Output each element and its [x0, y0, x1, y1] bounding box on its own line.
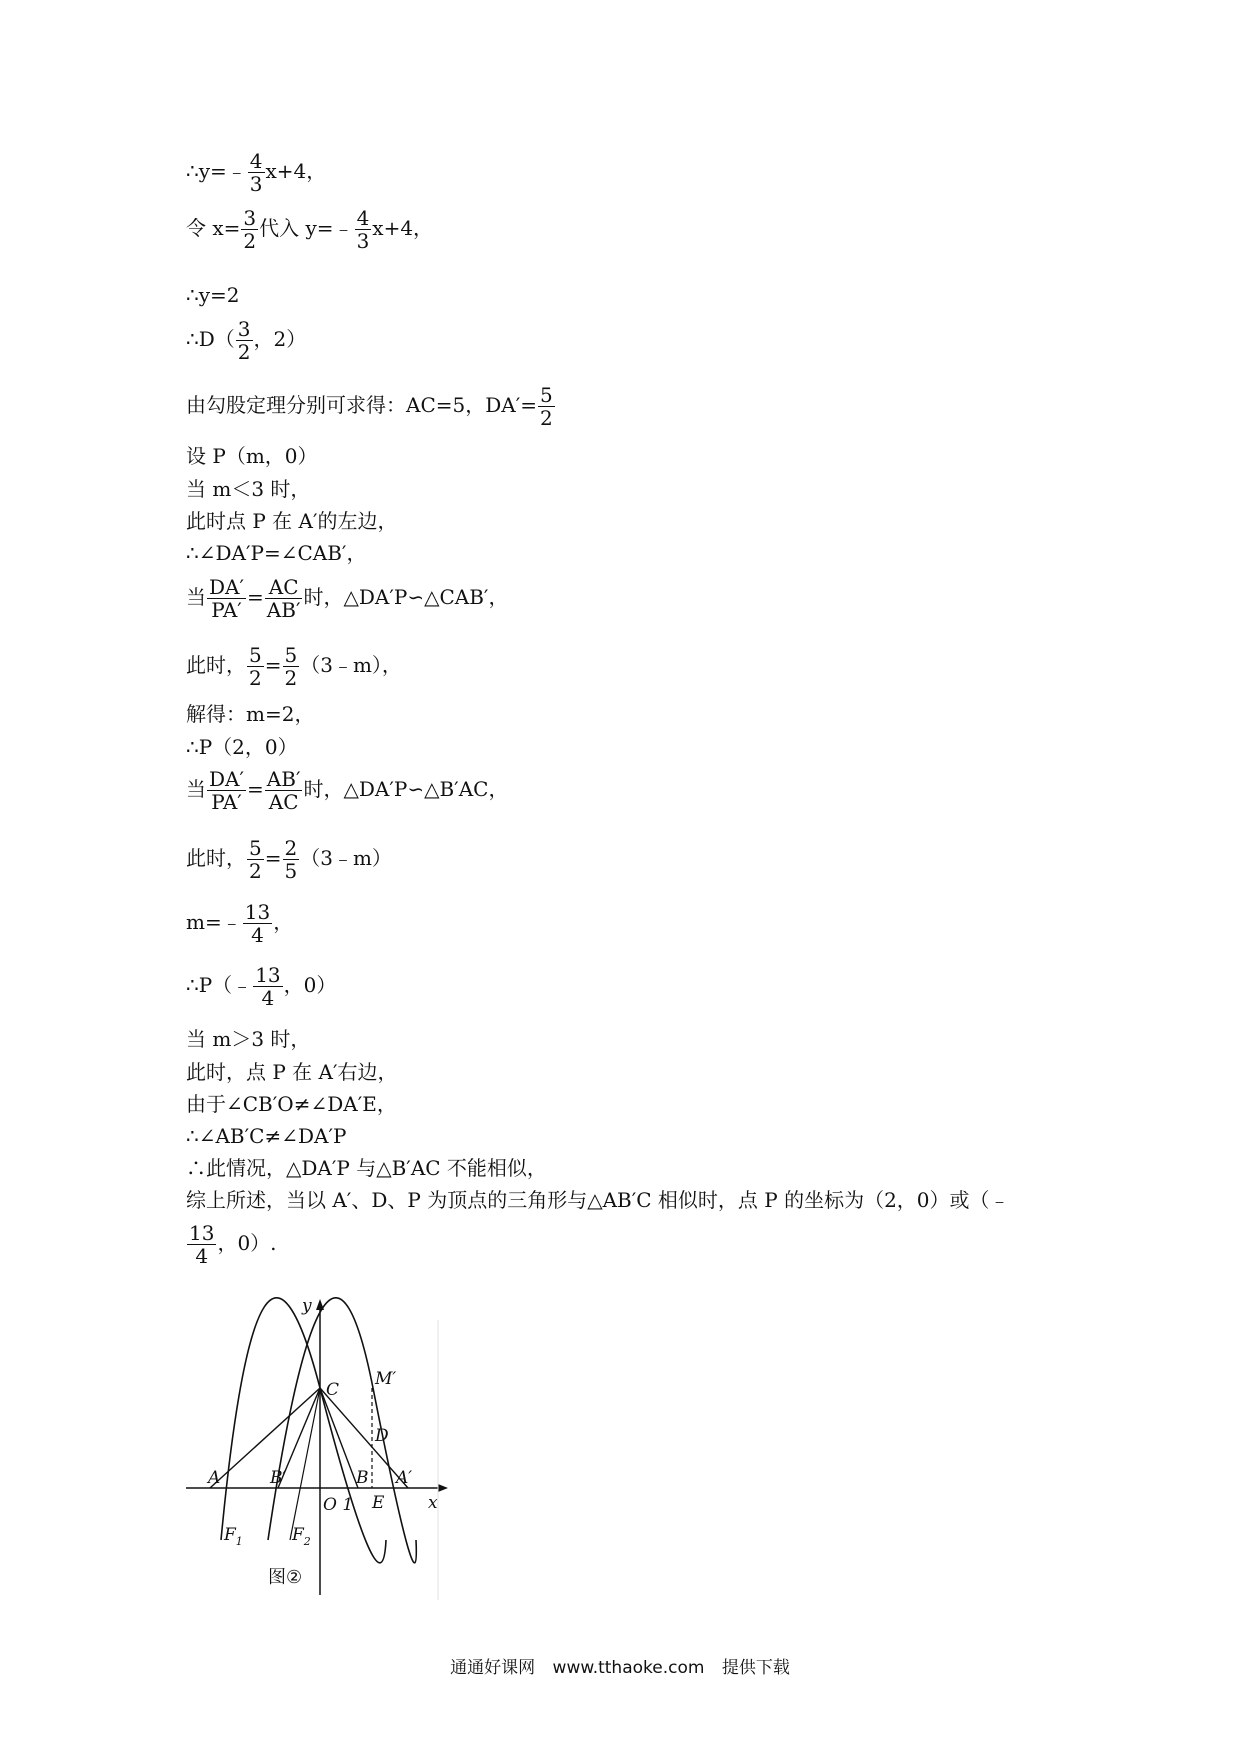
text: ∴y=﹣	[186, 159, 247, 183]
fraction	[248, 150, 265, 195]
text: x+4，	[265, 159, 327, 183]
text: 此时，	[186, 846, 246, 870]
text: 当	[186, 777, 206, 801]
label-A1: A′	[396, 1468, 413, 1488]
line-12: 解得：m=2，	[186, 702, 315, 726]
numerator: 3	[243, 206, 257, 230]
segment-CB	[320, 1388, 358, 1488]
text: 此时，	[186, 653, 246, 677]
numerator: AB′	[266, 767, 301, 791]
fraction	[253, 964, 282, 1009]
label-B: B	[356, 1468, 369, 1488]
line-10	[186, 576, 508, 621]
line-19: 此时，点 P 在 A′右边，	[186, 1060, 398, 1084]
numerator: DA′	[209, 767, 245, 791]
denominator: 5	[284, 859, 298, 883]
numerator: 3	[237, 317, 251, 341]
page-footer	[0, 1653, 1240, 1678]
denominator: 2	[284, 666, 298, 690]
label-M: M′	[375, 1369, 397, 1389]
line-6: 设 P（m，0）	[186, 444, 318, 468]
line-18: 当 m＞3 时，	[186, 1027, 311, 1051]
label-O1: O 1	[323, 1495, 354, 1515]
label-F2-sub: 2	[303, 1535, 311, 1548]
line-16	[186, 901, 293, 946]
text: 令 x=	[186, 216, 241, 240]
line-4	[186, 318, 306, 363]
equals: =	[247, 585, 264, 609]
line-9: ∴∠DA′P=∠CAB′，	[186, 541, 367, 565]
label-F1	[223, 1525, 243, 1548]
text: ，0）.	[217, 1231, 277, 1255]
text: （3﹣m），	[300, 653, 402, 677]
line-22: ∴此情况，△DA′P 与△B′AC 不能相似，	[186, 1156, 547, 1180]
fraction	[247, 837, 264, 882]
label-F1-sub: 1	[235, 1535, 243, 1548]
numerator: 5	[540, 383, 553, 407]
denominator: AC	[268, 790, 299, 814]
label-E: E	[372, 1493, 385, 1513]
text: ∴P（﹣	[186, 973, 253, 997]
fraction	[265, 576, 303, 621]
fraction	[283, 644, 300, 689]
text: 代入 y=﹣	[259, 216, 354, 240]
equals: =	[247, 777, 264, 801]
denominator: 2	[540, 406, 553, 430]
text: x+4，	[372, 216, 434, 240]
denominator: 2	[249, 666, 262, 690]
label-y: y	[302, 1296, 312, 1316]
line-24	[186, 1222, 277, 1267]
fraction	[207, 576, 246, 621]
text: 时，△DA′P∽△B′AC，	[303, 777, 509, 801]
line-23: 综上所述，当以 A′、D、P 为顶点的三角形与△AB′C 相似时，点 P 的坐标为（2，0）或（﹣	[186, 1188, 1010, 1212]
numerator: DA′	[209, 575, 245, 599]
line-21: ∴∠AB′C≠∠DA′P	[186, 1124, 347, 1148]
line-8: 此时点 P 在 A′的左边，	[186, 509, 398, 533]
text: 当	[186, 585, 206, 609]
fraction	[243, 901, 272, 946]
text: ∴D（	[186, 327, 235, 351]
label-B1: B′	[270, 1468, 287, 1488]
text: ，0）	[283, 973, 337, 997]
fraction	[187, 1222, 216, 1267]
text: （3﹣m）	[300, 846, 392, 870]
line-13: ∴P（2，0）	[186, 735, 298, 759]
numerator: AC	[265, 576, 303, 599]
numerator: 4	[356, 206, 370, 230]
parabola-figure	[186, 1290, 466, 1600]
numerator: 5	[249, 836, 262, 860]
line-3: ∴y=2	[186, 283, 240, 307]
line-11	[186, 644, 402, 689]
numerator: 13	[189, 1221, 215, 1245]
denominator: 4	[251, 923, 264, 947]
label-F2-main: F	[292, 1525, 304, 1545]
label-A: A	[208, 1468, 221, 1488]
figure-caption: 图②	[268, 1567, 303, 1588]
parabola-F2	[268, 1298, 416, 1563]
line-14	[186, 768, 508, 813]
line-2	[186, 207, 433, 252]
line-7: 当 m＜3 时，	[186, 477, 311, 501]
label-F1-main: F	[224, 1525, 236, 1545]
numerator: 2	[284, 836, 298, 860]
line-1	[186, 150, 326, 195]
denominator: 2	[237, 340, 251, 364]
footer-site-name: 通通好课网	[450, 1658, 536, 1678]
fraction	[241, 207, 258, 252]
denominator: 2	[243, 229, 257, 253]
numerator: 5	[249, 643, 262, 667]
numerator: 4	[249, 149, 263, 173]
footer-url[interactable]: www.tthaoke.com	[552, 1658, 705, 1678]
text: 时，△DA′P∽△CAB′，	[303, 585, 509, 609]
fraction	[355, 207, 372, 252]
x-axis-arrow	[438, 1484, 448, 1492]
label-F2	[291, 1525, 311, 1548]
fraction	[247, 644, 264, 689]
line-20: 由于∠CB′O≠∠DA′E，	[186, 1092, 397, 1116]
denominator: 2	[249, 859, 262, 883]
text: ，2）	[253, 327, 307, 351]
denominator: 4	[195, 1244, 209, 1268]
denominator: AB′	[266, 598, 301, 622]
label-x: x	[428, 1493, 438, 1513]
numerator: 13	[244, 900, 271, 924]
numerator: 13	[255, 963, 281, 987]
fraction	[236, 318, 253, 363]
line-5	[186, 384, 556, 429]
denominator: 4	[261, 986, 275, 1010]
denominator: 3	[356, 229, 370, 253]
denominator: 3	[249, 172, 263, 196]
fraction	[207, 768, 246, 813]
line-15	[186, 837, 392, 882]
text: m=﹣	[186, 910, 242, 934]
fraction	[283, 837, 300, 882]
equals: =	[264, 846, 282, 870]
label-C: C	[326, 1380, 340, 1400]
denominator: PA′	[211, 598, 242, 622]
footer-action: 提供下载	[721, 1658, 790, 1678]
fraction	[265, 768, 303, 813]
fraction	[538, 384, 555, 429]
label-D: D	[375, 1426, 389, 1446]
text: ，	[273, 910, 294, 934]
denominator: PA′	[211, 790, 242, 814]
numerator: 5	[284, 643, 298, 667]
text: 由勾股定理分别可求得：AC=5，DA′=	[186, 393, 538, 417]
equals: =	[264, 653, 282, 677]
line-17	[186, 964, 336, 1009]
